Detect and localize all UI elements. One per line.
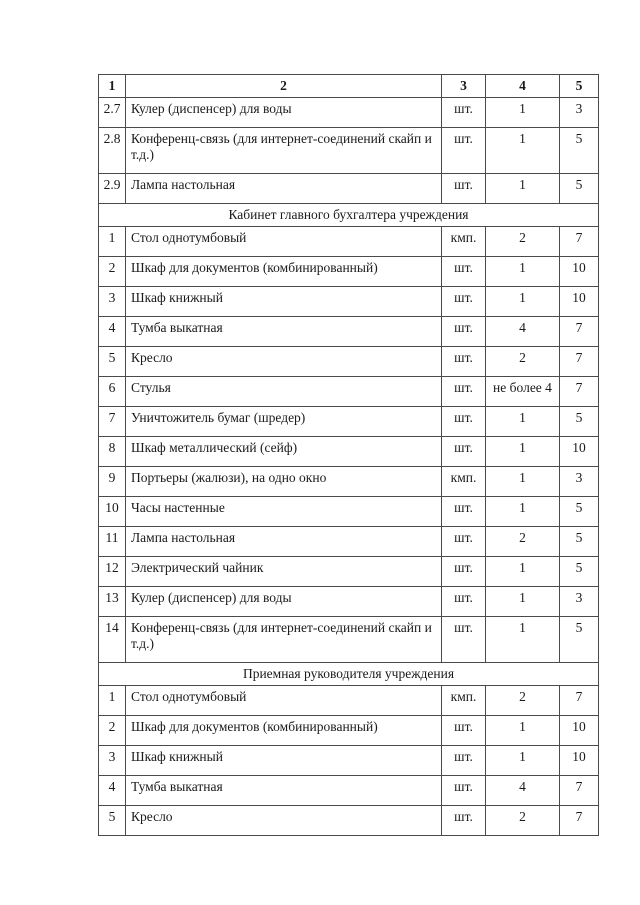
header-row <box>99 75 599 98</box>
item-quantity: 1 <box>486 746 560 776</box>
item-term: 7 <box>560 317 599 347</box>
item-unit: кмп. <box>442 686 486 716</box>
item-term: 3 <box>560 467 599 497</box>
item-unit: шт. <box>442 557 486 587</box>
item-term: 5 <box>560 174 599 204</box>
table-row <box>99 776 599 806</box>
item-name: Стол однотумбовый <box>126 686 442 716</box>
table-row <box>99 257 599 287</box>
item-name: Конференц-связь (для интернет-соединений скайп и т.д.) <box>126 128 442 174</box>
item-unit: шт. <box>442 617 486 663</box>
item-quantity: 1 <box>486 287 560 317</box>
inventory-table <box>98 74 599 836</box>
item-term: 7 <box>560 806 599 836</box>
item-unit: шт. <box>442 257 486 287</box>
item-term: 7 <box>560 686 599 716</box>
item-quantity: 1 <box>486 437 560 467</box>
table-row <box>99 686 599 716</box>
section-row <box>99 663 599 686</box>
item-unit: шт. <box>442 497 486 527</box>
row-number: 7 <box>99 407 126 437</box>
row-number: 13 <box>99 587 126 617</box>
item-unit: кмп. <box>442 467 486 497</box>
item-quantity: не более 4 <box>486 377 560 407</box>
item-quantity: 2 <box>486 686 560 716</box>
item-name: Кресло <box>126 347 442 377</box>
item-term: 5 <box>560 527 599 557</box>
item-name: Уничтожитель бумаг (шредер) <box>126 407 442 437</box>
item-unit: шт. <box>442 806 486 836</box>
item-quantity: 1 <box>486 257 560 287</box>
item-name: Шкаф для документов (комбинированный) <box>126 257 442 287</box>
item-quantity: 1 <box>486 407 560 437</box>
item-term: 10 <box>560 437 599 467</box>
item-quantity: 1 <box>486 497 560 527</box>
item-term: 7 <box>560 227 599 257</box>
table-row <box>99 497 599 527</box>
table-header <box>99 75 599 98</box>
row-number: 5 <box>99 806 126 836</box>
item-name: Тумба выкатная <box>126 776 442 806</box>
item-quantity: 2 <box>486 227 560 257</box>
item-term: 5 <box>560 557 599 587</box>
row-number: 3 <box>99 746 126 776</box>
item-unit: шт. <box>442 587 486 617</box>
item-name: Часы настенные <box>126 497 442 527</box>
table-row <box>99 716 599 746</box>
item-name: Шкаф книжный <box>126 746 442 776</box>
item-quantity: 1 <box>486 716 560 746</box>
table-row <box>99 587 599 617</box>
item-name: Тумба выкатная <box>126 317 442 347</box>
row-number: 12 <box>99 557 126 587</box>
item-unit: шт. <box>442 407 486 437</box>
item-name: Электрический чайник <box>126 557 442 587</box>
table-row <box>99 407 599 437</box>
item-term: 5 <box>560 407 599 437</box>
item-quantity: 1 <box>486 128 560 174</box>
item-unit: шт. <box>442 776 486 806</box>
table-row <box>99 617 599 663</box>
header-cell-term: 5 <box>560 75 599 98</box>
table-row <box>99 377 599 407</box>
item-unit: шт. <box>442 347 486 377</box>
row-number: 8 <box>99 437 126 467</box>
table-row <box>99 128 599 174</box>
row-number: 2.9 <box>99 174 126 204</box>
item-quantity: 1 <box>486 467 560 497</box>
item-name: Стол однотумбовый <box>126 227 442 257</box>
row-number: 5 <box>99 347 126 377</box>
table-row <box>99 174 599 204</box>
table-row <box>99 317 599 347</box>
row-number: 2 <box>99 257 126 287</box>
item-unit: шт. <box>442 437 486 467</box>
item-term: 10 <box>560 716 599 746</box>
item-term: 3 <box>560 98 599 128</box>
item-quantity: 2 <box>486 527 560 557</box>
item-term: 10 <box>560 287 599 317</box>
item-name: Шкаф книжный <box>126 287 442 317</box>
item-unit: шт. <box>442 287 486 317</box>
table-row <box>99 557 599 587</box>
table-row <box>99 437 599 467</box>
row-number: 4 <box>99 317 126 347</box>
item-name: Лампа настольная <box>126 527 442 557</box>
table-row <box>99 227 599 257</box>
item-name: Шкаф для документов (комбинированный) <box>126 716 442 746</box>
header-cell-name: 2 <box>126 75 442 98</box>
item-term: 10 <box>560 257 599 287</box>
row-number: 10 <box>99 497 126 527</box>
header-cell-unit: 3 <box>442 75 486 98</box>
row-number: 4 <box>99 776 126 806</box>
item-name: Лампа настольная <box>126 174 442 204</box>
item-quantity: 1 <box>486 174 560 204</box>
item-unit: кмп. <box>442 227 486 257</box>
header-cell-number: 1 <box>99 75 126 98</box>
item-quantity: 2 <box>486 806 560 836</box>
table-row <box>99 287 599 317</box>
section-title: Кабинет главного бухгалтера учреждения <box>99 204 599 227</box>
item-unit: шт. <box>442 174 486 204</box>
item-quantity: 1 <box>486 617 560 663</box>
row-number: 2.7 <box>99 98 126 128</box>
item-quantity: 1 <box>486 557 560 587</box>
item-name: Кресло <box>126 806 442 836</box>
item-term: 3 <box>560 587 599 617</box>
item-term: 7 <box>560 377 599 407</box>
item-quantity: 4 <box>486 776 560 806</box>
table-row <box>99 806 599 836</box>
item-unit: шт. <box>442 317 486 347</box>
row-number: 3 <box>99 287 126 317</box>
row-number: 1 <box>99 227 126 257</box>
item-unit: шт. <box>442 716 486 746</box>
row-number: 9 <box>99 467 126 497</box>
header-cell-quantity: 4 <box>486 75 560 98</box>
table-row <box>99 98 599 128</box>
item-quantity: 4 <box>486 317 560 347</box>
item-unit: шт. <box>442 746 486 776</box>
item-name: Шкаф металлический (сейф) <box>126 437 442 467</box>
row-number: 14 <box>99 617 126 663</box>
row-number: 2 <box>99 716 126 746</box>
item-term: 7 <box>560 776 599 806</box>
table-row <box>99 527 599 557</box>
table-body <box>99 98 599 836</box>
item-unit: шт. <box>442 527 486 557</box>
row-number: 6 <box>99 377 126 407</box>
item-term: 7 <box>560 347 599 377</box>
item-quantity: 2 <box>486 347 560 377</box>
item-term: 5 <box>560 617 599 663</box>
table-row <box>99 347 599 377</box>
item-name: Кулер (диспенсер) для воды <box>126 98 442 128</box>
table-row <box>99 746 599 776</box>
item-term: 5 <box>560 128 599 174</box>
item-quantity: 1 <box>486 98 560 128</box>
row-number: 1 <box>99 686 126 716</box>
table-row <box>99 467 599 497</box>
item-term: 5 <box>560 497 599 527</box>
item-term: 10 <box>560 746 599 776</box>
item-unit: шт. <box>442 98 486 128</box>
item-quantity: 1 <box>486 587 560 617</box>
section-title: Приемная руководителя учреждения <box>99 663 599 686</box>
row-number: 2.8 <box>99 128 126 174</box>
item-name: Кулер (диспенсер) для воды <box>126 587 442 617</box>
item-name: Конференц-связь (для интернет-соединений скайп и т.д.) <box>126 617 442 663</box>
row-number: 11 <box>99 527 126 557</box>
item-name: Стулья <box>126 377 442 407</box>
item-unit: шт. <box>442 377 486 407</box>
section-row <box>99 204 599 227</box>
item-name: Портьеры (жалюзи), на одно окно <box>126 467 442 497</box>
item-unit: шт. <box>442 128 486 174</box>
